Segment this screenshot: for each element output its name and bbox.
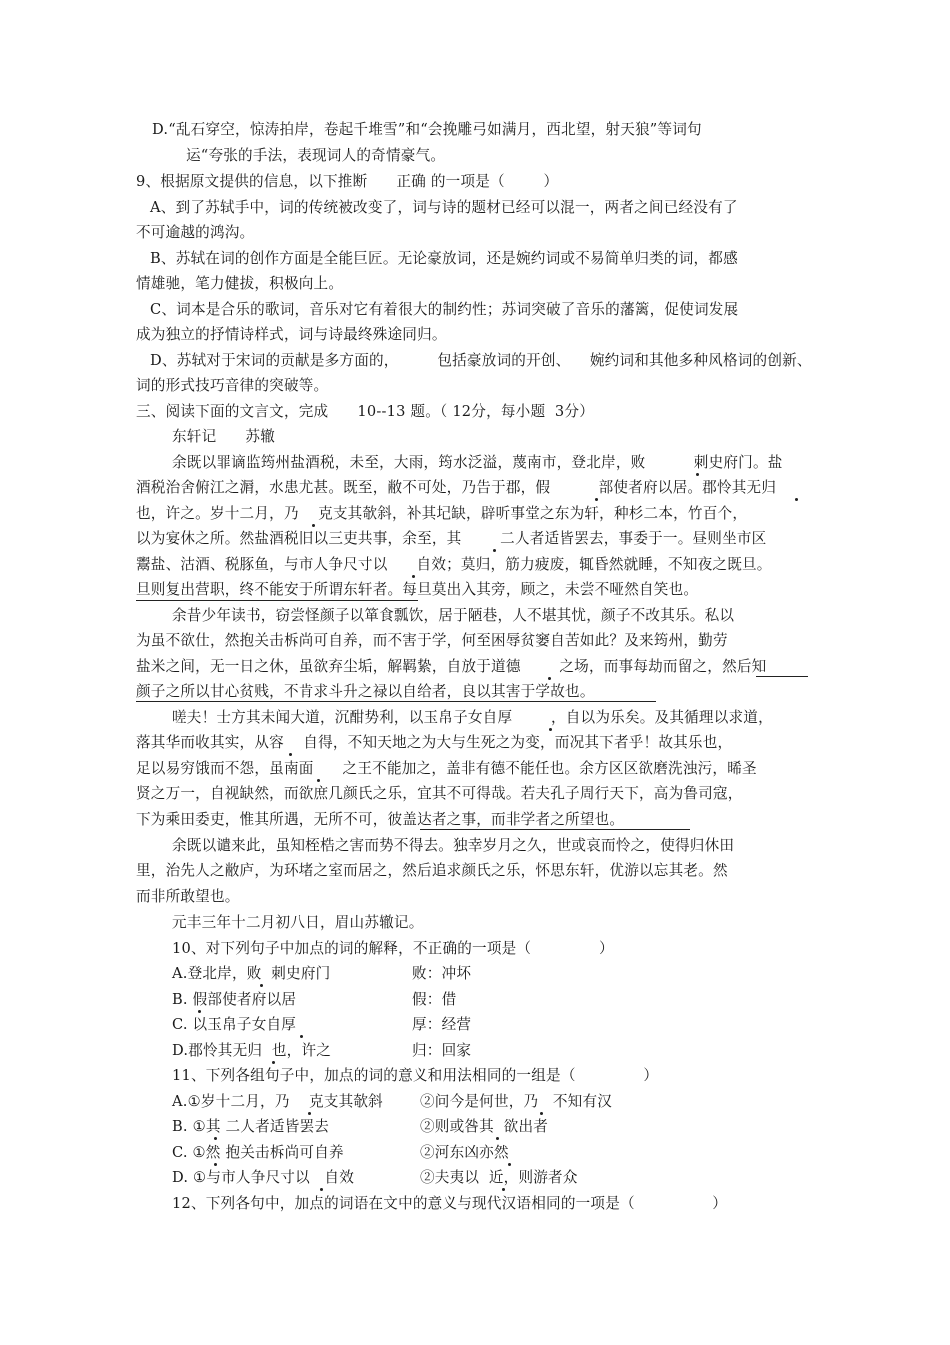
passage-p2-line4: 颜子之所以甘心贫贱，不肯求斗升之禄以自给者，良以其害于学故也。 — [136, 683, 595, 700]
emphasis-dot — [320, 1188, 323, 1191]
emphasis-dot — [214, 1163, 217, 1166]
emphasis-dot — [795, 498, 798, 501]
passage-p3-line5: 下为乘田委吏，惟其所遇，无所不可，彼盖达者之事，而非学者之所望也。 — [136, 811, 625, 828]
emphasis-dot — [214, 1137, 217, 1140]
emphasis-dot — [272, 1061, 275, 1064]
emphasis-dot — [508, 1163, 511, 1166]
passage-p2-line2: 为虽不欲仕，然抱关击柝尚可自养，而不害于学，何至困辱贫窭自苦如此？及来筠州，勤劳 — [136, 632, 728, 649]
emphasis-dot — [289, 753, 292, 756]
q10-option-d: D.郡怜其无归 也，许之 — [172, 1042, 332, 1059]
passage-p4-line3: 而非所敢望也。 — [136, 888, 240, 905]
passage-p3-line2: 落其华而收其实，从容 自得，不知天地之为大与生死之为变，而况其下者乎！故其乐也， — [136, 734, 733, 751]
underline-p2-b — [136, 701, 656, 702]
passage-signoff: 元丰三年十二月初八日，眉山苏辙记。 — [172, 914, 424, 931]
emphasis-dot — [502, 1188, 505, 1191]
emphasis-dot — [260, 984, 263, 987]
q9-option-b-line2: 情雄驰，笔力健拔，积极向上。 — [136, 275, 344, 292]
q10-option-a: A.登北岸，败 刺史府门 — [172, 965, 331, 982]
passage-p1-line5: 鬻盐、沽酒、税豚鱼，与市人争尺寸以 自效；莫归，筋力疲废，辄昏然就睡，不知夜之既旦。 — [136, 556, 772, 573]
q10-option-c: C. 以玉帛子女自厚 — [172, 1016, 297, 1033]
passage-p1-line2: 酒税治舍俯江之漘，水患尤甚。既至，敝不可处，乃告于郡，假 部使者府以居。郡怜其无归 — [136, 479, 777, 496]
emphasis-dot — [493, 549, 496, 552]
emphasis-dot — [595, 498, 598, 501]
passage-p3-line4: 贤之万一，自视缺然，而欲庶几颜氏之乐，宜其不可得哉。若夫孔子周行天下，高为鲁司寇， — [136, 785, 743, 802]
emphasis-dot — [308, 1112, 311, 1115]
emphasis-dot — [198, 1010, 201, 1013]
underline-p1 — [136, 600, 418, 601]
q11-option-b-left: B. ①其 二人者适皆罢去 — [172, 1118, 330, 1135]
q9-option-c-line1: C、词本是合乐的歌词，音乐对它有着很大的制约性；苏词突破了音乐的藩篱，促使词发展 — [150, 301, 739, 318]
q11-option-a-left: A.①岁十二月，乃 克支其欹斜 — [172, 1093, 383, 1110]
q11-option-d-left: D. ①与市人争尺寸以 自效 — [172, 1169, 355, 1186]
passage-title: 东轩记 苏辙 — [172, 428, 276, 445]
q8-option-d-line2: 运“夸张的手法，表现词人的奇情豪气。 — [186, 147, 446, 164]
emphasis-dot — [549, 728, 552, 731]
emphasis-dot — [312, 524, 315, 527]
emphasis-dot — [317, 779, 320, 782]
q9-option-c-line2: 成为独立的抒情诗样式，词与诗最终殊途同归。 — [136, 326, 447, 343]
q10-option-b: B. 假部使者府以居 — [172, 991, 297, 1008]
emphasis-dot — [696, 473, 699, 476]
emphasis-dot — [548, 677, 551, 680]
passage-p4-line1: 余既以谴来此，虽知桎梏之害而势不得去。独幸岁月之久，世或哀而怜之，使得归休田 — [172, 837, 735, 854]
q10-stem: 10、对下列句子中加点的词的解释，不正确的一项是（ ） — [172, 940, 614, 957]
q8-option-d-line1: D.“乱石穿空，惊涛拍岸，卷起千堆雪”和“会挽雕弓如满月，西北望，射天狼”等词句 — [152, 121, 702, 138]
q11-option-b-right: ②则或咎其 欲出者 — [420, 1118, 549, 1135]
q10-option-d-explanation: 归：回家 — [412, 1042, 472, 1059]
q10-option-b-explanation: 假：借 — [412, 991, 457, 1008]
underline-p2-a — [756, 676, 808, 677]
passage-p3-line3: 足以易穷饿而不怨，虽南面 之王不能加之，盖非有德不能任也。余方区区欲磨洗浊污，晞圣 — [136, 760, 757, 777]
q10-option-a-explanation: 败：冲坏 — [412, 965, 472, 982]
q12-stem: 12、下列各句中，加点的词语在文中的意义与现代汉语相同的一项是（ ） — [172, 1195, 728, 1212]
q9-option-b-line1: B、苏轼在词的创作方面是全能巨匠。无论豪放词，还是婉约词或不易简单归类的词，都感 — [150, 250, 738, 267]
passage-p2-line1: 余昔少年读书，窃尝怪颜子以箪食瓢饮，居于陋巷，人不堪其忧，颜子不改其乐。私以 — [172, 607, 735, 624]
q11-option-a-right: ②问今是何世，乃 不知有汉 — [420, 1093, 613, 1110]
emphasis-dot — [412, 575, 415, 578]
q11-option-c-left: C. ①然 抱关击柝尚可自养 — [172, 1144, 344, 1161]
passage-p1-line3: 也，许之。岁十二月，乃 克支其欹斜，补其圮缺，辟听事堂之东为轩，种杉二本，竹百个， — [136, 505, 748, 522]
passage-p3-line1: 嗟夫！士方其未闻大道，沉酣势利，以玉帛子女自厚 ，自以为乐矣。及其循理以求道， — [172, 709, 773, 726]
passage-p4-line2: 里，治先人之敝庐，为环堵之室而居之，然后追求颜氏之乐，怀思东轩，优游以忘其老。然 — [136, 862, 728, 879]
emphasis-dot — [540, 1112, 543, 1115]
q9-option-a-line1: A、到了苏轼手中，词的传统被改变了，词与诗的题材已经可以混一，两者之间已经没有了 — [150, 199, 738, 216]
q9-option-d-line1: D、苏轼对于宋词的贡献是多方面的， 包括豪放词的开创、 婉约词和其他多种风格词的创新、 — [150, 352, 812, 369]
passage-p2-line3: 盐米之间，无一日之休，虽欲弃尘垢，解羁絷，自放于道德 之场，而事每劫而留之，然后知 — [136, 658, 767, 675]
q11-option-c-right: ②河东凶亦然 — [420, 1144, 509, 1161]
passage-p1-line1: 余既以罪谪监筠州盐酒税，未至，大雨，筠水泛溢，蔑南市，登北岸，败 刺史府门。盐 — [172, 454, 783, 471]
passage-p1-line6: 旦则复出营职，终不能安于所谓东轩者。每旦莫出入其旁，顾之，未尝不哑然自笑也。 — [136, 581, 699, 598]
q10-option-c-explanation: 厚：经营 — [412, 1016, 472, 1033]
q11-option-d-right: ②夫夷以 近，则游者众 — [420, 1169, 578, 1186]
q9-stem: 9、根据原文提供的信息，以下推断 正确 的一项是（ ） — [136, 173, 559, 190]
passage-p1-line4: 以为宴休之所。然盐酒税旧以三吏共事，余至，其 二人者适皆罢去，事委于一。昼则坐市区 — [136, 530, 767, 547]
q9-option-a-line2: 不可逾越的鸿沟。 — [136, 224, 255, 241]
q9-option-d-line2: 词的形式技巧音律的突破等。 — [136, 377, 329, 394]
emphasis-dot — [496, 1137, 499, 1140]
underline-p3 — [420, 829, 690, 830]
section3-heading: 三、阅读下面的文言文，完成 10--13 题。（ 12分，每小题 3分） — [136, 403, 595, 420]
emphasis-dot — [300, 1035, 303, 1038]
q11-stem: 11、下列各组句子中，加点的词的意义和用法相同的一组是（ ） — [172, 1067, 659, 1084]
